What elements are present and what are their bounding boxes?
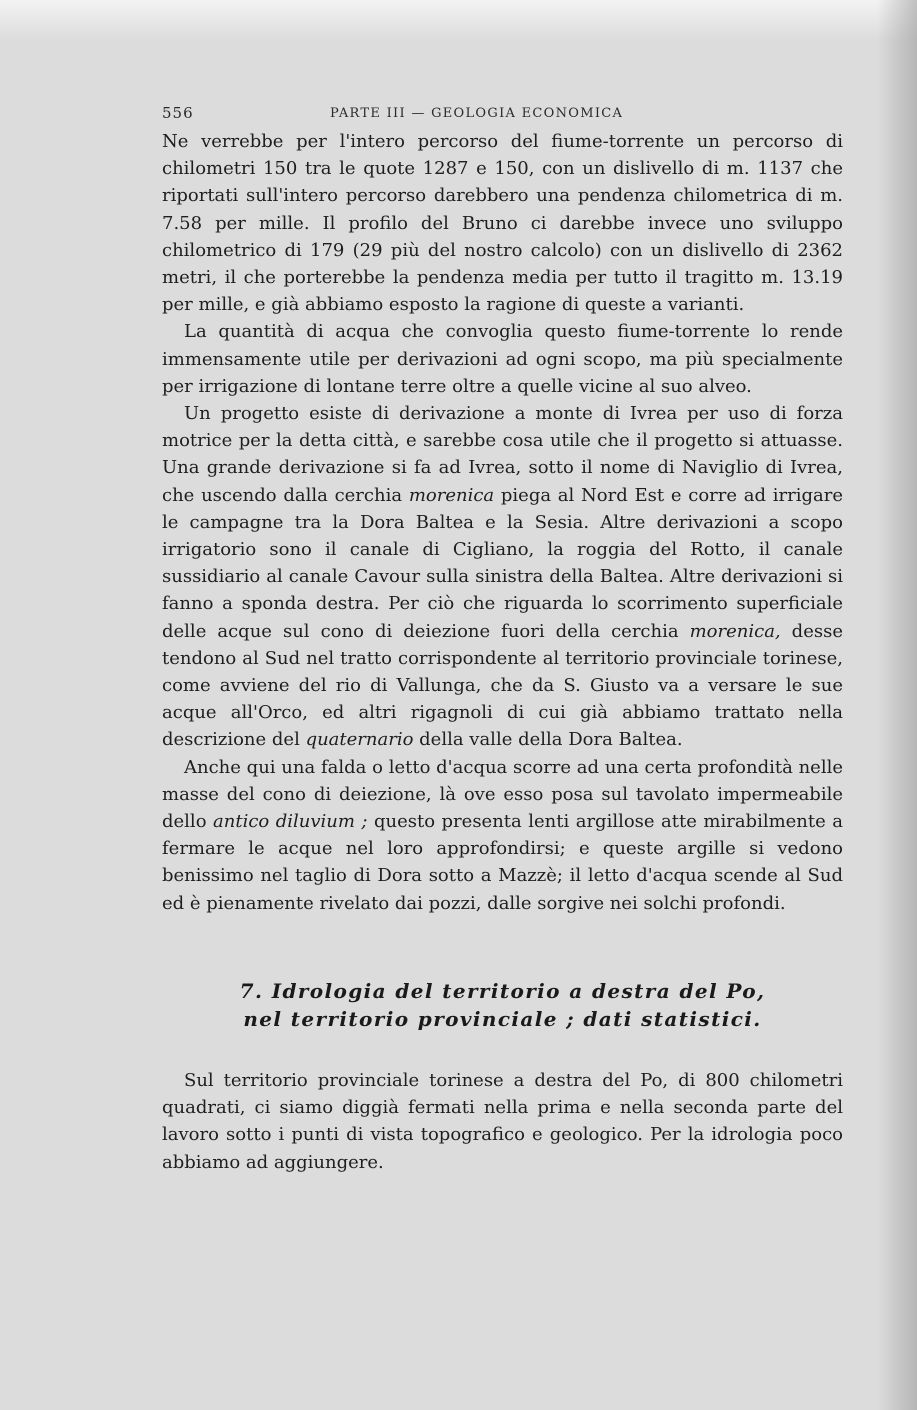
- paragraph-3: [162, 400, 843, 754]
- scan-edge-right: [877, 0, 917, 1410]
- paragraph-3-text-d: della valle della Dora Baltea.: [413, 729, 683, 751]
- section-title: [162, 977, 843, 1033]
- paragraph-3-italic-quaternario: quaternario: [305, 729, 414, 751]
- page-number: 556: [162, 104, 194, 122]
- running-title: PARTE III — GEOLOGIA ECONOMICA: [330, 106, 624, 121]
- paragraph-3-text-b: piega al Nord Est e corre ad irrigare le campagne tra la Dora Baltea e la Sesia. Altre derivazioni a scopo irrigatorio sono il canale di Cigliano, la roggia del Rotto, il canale sussidiario al canale Cavour sulla sinistra della Baltea. Altre derivazioni si fanno a sponda destra. Per ciò che riguarda lo scorrimento superficiale delle acque sul cono di deiezione fuori della cerchia: [162, 484, 843, 642]
- section-title-line-2: nel territorio provinciale ; dati statistici.: [243, 1006, 762, 1031]
- paragraph-3-italic-morenica-2: morenica,: [689, 620, 781, 642]
- paragraph-3-italic-morenica: morenica: [408, 484, 495, 506]
- paragraph-2: La quantità di acqua che convoglia questo fiume-torrente lo rende immensamente utile per derivazioni ad ogni scopo, ma più specialmente per irrigazione di lontane terre oltre a quelle vicine al suo alveo.: [162, 321, 843, 397]
- paragraph-1: Ne verrebbe per l'intero percorso del fiume-torrente un percorso di chilometri 150 tra le quote 1287 e 150, con un dislivello di m. 1137 che riportati sull'intero percorso darebbero una pendenza chilometrica di m. 7.58 per mille. Il profilo del Bruno ci darebbe invece uno sviluppo chilometrico di 179 (29 più del nostro calcolo) con un dislivello di 2362 metri, il che porterebbe la pendenza media per tutto il tragitto m. 13.19 per mille, e già abbiamo esposto la ragione di queste a varianti.: [162, 131, 843, 316]
- paragraph-4: [162, 754, 843, 917]
- paragraph-4-text-b: questo presenta lenti argillose atte mirabilmente a fermare le acque nel loro approfondirsi; e queste argille si vedono benissimo nel taglio di Dora sotto a Mazzè; il letto d'acqua scende al Sud ed è pienamente rivelato dai pozzi, dalle sorgive nei solchi profondi.: [162, 811, 843, 914]
- paragraph-4-text-a: Anche qui una falda o letto d'acqua scorre ad una certa profondità nelle masse del cono di deiezione, là ove esso posa sul tavolato impermeabile dello: [162, 756, 843, 833]
- scan-edge-top: [0, 0, 917, 40]
- running-head: [162, 100, 843, 128]
- section-title-line-1: 7. Idrologia del territorio a destra del Po,: [239, 978, 766, 1003]
- section-paragraph-1: Sul territorio provinciale torinese a destra del Po, di 800 chilometri quadrati, ci siamo diggià fermati nella prima e nella seconda parte del lavoro sotto i punti di vista topografico e geologico. Per la idrologia poco abbiamo ad aggiungere.: [162, 1069, 843, 1173]
- page-content: [162, 100, 843, 1176]
- paragraph-3-text-c: desse tendono al Sud nel tratto corrispondente al territorio provinciale torinese, come avviene del rio di Vallunga, che da S. Giusto va a versare le sue acque all'Orco, ed altri rigagnoli di cui già abbiamo trattato nella descrizione del: [162, 620, 843, 751]
- paragraph-4-italic-antico-diluvium: antico diluvium ;: [213, 811, 368, 833]
- paragraph-3-text-a: Un progetto esiste di derivazione a monte di Ivrea per uso di forza motrice per la detta città, e sarebbe cosa utile che il progetto si attuasse. Una grande derivazione si fa ad Ivrea, sotto il nome di Naviglio di Ivrea, che uscendo dalla cerchia: [162, 403, 843, 506]
